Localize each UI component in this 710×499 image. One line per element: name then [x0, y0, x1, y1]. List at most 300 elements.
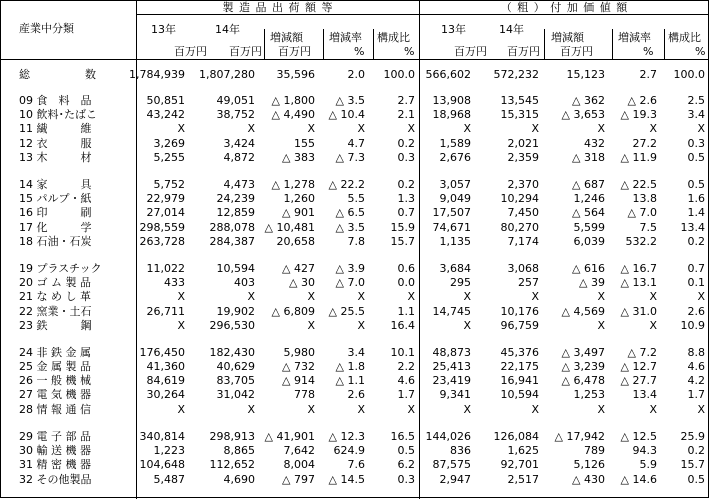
table-cell: 43,242 [146, 108, 185, 121]
row-label: 30 輸 送 機 器 [19, 444, 91, 457]
row-label: 29 電 子 部 品 [19, 430, 91, 443]
table-cell: 0.5 [687, 178, 705, 191]
row-label: 13 木 材 [19, 151, 92, 164]
table-cell: △ 362 [572, 94, 605, 107]
table-cell: 1.7 [397, 388, 415, 401]
table-cell: 7.6 [347, 458, 365, 471]
table-cell: 284,387 [209, 235, 255, 248]
table-cell: 0.5 [687, 473, 705, 486]
table-cell: △ 3,497 [561, 346, 605, 359]
table-cell: △ 732 [282, 360, 315, 373]
table-cell: 9,341 [439, 388, 471, 401]
table-cell: 25,413 [432, 360, 471, 373]
table-cell: 0.3 [397, 473, 415, 486]
table-cell: X [697, 122, 705, 135]
row-label: 09 食 料 品 [19, 94, 92, 107]
table-cell: 49,051 [216, 94, 255, 107]
table-cell: 23,419 [432, 374, 471, 387]
year13-header: 13年 [441, 23, 466, 36]
percent-label: % [643, 45, 654, 58]
row-label: 25 金 属 製 品 [19, 360, 91, 373]
table-cell: 155 [294, 137, 315, 150]
column-divider [419, 1, 420, 499]
table-cell: 17,507 [432, 206, 471, 219]
table-cell: 30,264 [146, 388, 185, 401]
table-cell: △ 27.7 [620, 374, 657, 387]
table-cell: 432 [584, 137, 605, 150]
table-cell: 10,594 [216, 262, 255, 275]
table-cell: 295 [450, 276, 471, 289]
table-cell: 7,642 [283, 444, 315, 457]
table-cell: X [649, 403, 657, 416]
table-cell: X [697, 290, 705, 303]
table-cell: 3.4 [687, 108, 705, 121]
table-cell: △ 3.9 [335, 262, 365, 275]
table-cell: 257 [518, 276, 539, 289]
table-cell: 0.0 [397, 276, 415, 289]
table-cell: △ 7.0 [627, 206, 657, 219]
table-cell: X [307, 122, 315, 135]
table-cell: 27,014 [146, 206, 185, 219]
table-cell: △ 39 [579, 276, 605, 289]
table-cell: 25.9 [680, 430, 705, 443]
table-cell: X [463, 403, 471, 416]
table-cell: △ 430 [572, 473, 605, 486]
year14-header: 14年 [499, 23, 524, 36]
unit-label: 百万円 [454, 45, 487, 58]
table-cell: 0.3 [687, 137, 705, 150]
table-cell: 16,941 [500, 374, 539, 387]
table-cell: 92,701 [500, 458, 539, 471]
table-cell: 2.5 [687, 94, 705, 107]
table-cell: X [247, 290, 255, 303]
table-cell: 2.1 [397, 108, 415, 121]
table-cell: 15,315 [500, 108, 539, 121]
table-cell: X [357, 122, 365, 135]
table-cell: 5.9 [639, 458, 657, 471]
percent-label: % [695, 45, 706, 58]
table-cell: 31,042 [216, 388, 255, 401]
table-cell: 5,752 [153, 178, 185, 191]
table-cell: △ 13.1 [620, 276, 657, 289]
table-cell: △ 318 [572, 151, 605, 164]
row-label: 16 印 刷 [19, 206, 92, 219]
table-cell: 41,360 [146, 360, 185, 373]
table-cell: △ 564 [572, 206, 605, 219]
table-cell: 15.7 [390, 235, 415, 248]
table-cell: X [177, 403, 185, 416]
table-cell: 0.2 [397, 137, 415, 150]
table-cell: 182,430 [209, 346, 255, 359]
table-cell: X [307, 403, 315, 416]
row-label: 26 一 般 機 械 [19, 374, 91, 387]
row-label: 10 飲料･たばこ [19, 108, 97, 121]
table-cell: 176,450 [139, 346, 185, 359]
table-cell: 0.2 [687, 444, 705, 457]
table-cell: △ 2.6 [627, 94, 657, 107]
table-cell: 45,376 [500, 346, 539, 359]
table-cell: 2.6 [687, 305, 705, 318]
rate-header: 増減率 [618, 31, 651, 44]
table-cell: 572,232 [493, 68, 539, 81]
table-cell: X [597, 290, 605, 303]
table-cell: 4,473 [223, 178, 255, 191]
table-cell: 1.7 [687, 388, 705, 401]
table-cell: 1,135 [439, 235, 471, 248]
table-cell: △ 3.5 [335, 94, 365, 107]
table-cell: 104,648 [139, 458, 185, 471]
row-label: 総 数 [19, 68, 96, 81]
table-cell: △ 427 [282, 262, 315, 275]
table-cell: 11,022 [146, 262, 185, 275]
table-cell: 84,619 [146, 374, 185, 387]
table-cell: 566,602 [425, 68, 471, 81]
table-cell: 1,589 [439, 137, 471, 150]
table-cell: 8.8 [687, 346, 705, 359]
table-cell: 83,705 [216, 374, 255, 387]
table-cell: △ 616 [572, 262, 605, 275]
table-cell: 5,487 [153, 473, 185, 486]
unit-label: 百万円 [174, 45, 207, 58]
table-cell: X [357, 290, 365, 303]
table-cell: 5,599 [573, 221, 605, 234]
table-cell: △ 41,901 [264, 430, 315, 443]
table-cell: 0.5 [687, 151, 705, 164]
table-cell: 288,078 [209, 221, 255, 234]
table-cell: X [177, 290, 185, 303]
unit-label: 百万円 [560, 45, 593, 58]
table-cell: X [407, 122, 415, 135]
table-cell: 3,269 [153, 137, 185, 150]
table-cell: X [177, 319, 185, 332]
table-cell: 263,728 [139, 235, 185, 248]
table-cell: 298,559 [139, 221, 185, 234]
table-cell: △ 10,481 [264, 221, 315, 234]
table-cell: △ 12.5 [620, 430, 657, 443]
table-cell: 2,947 [439, 473, 471, 486]
table-cell: 80,270 [500, 221, 539, 234]
table-cell: X [531, 122, 539, 135]
table-cell: △ 6,809 [271, 305, 315, 318]
table-cell: 15.7 [680, 458, 705, 471]
table-cell: △ 14.6 [620, 473, 657, 486]
table-cell: X [649, 319, 657, 332]
table-cell: 100.0 [383, 68, 415, 81]
diff-header: 増減額 [551, 31, 584, 44]
table-cell: 403 [234, 276, 255, 289]
table-cell: X [597, 403, 605, 416]
table-cell: X [407, 403, 415, 416]
table-cell: X [177, 122, 185, 135]
table-cell: X [597, 122, 605, 135]
table-cell: 1,625 [507, 444, 539, 457]
table-cell: △ 11.9 [620, 151, 657, 164]
table-cell: 1.1 [397, 305, 415, 318]
table-cell: 7,450 [507, 206, 539, 219]
table-cell: 4.6 [687, 360, 705, 373]
table-cell: 15,123 [566, 68, 605, 81]
table-cell: 2,676 [439, 151, 471, 164]
table-cell: △ 901 [282, 206, 315, 219]
table-cell: 1.3 [397, 192, 415, 205]
table-cell: 13.8 [632, 192, 657, 205]
table-cell: 18,968 [432, 108, 471, 121]
shipment-group-header: 製 造 品 出 荷 額 等 [222, 1, 334, 14]
table-cell: 2,359 [507, 151, 539, 164]
table-cell: 1,784,939 [129, 68, 185, 81]
table-cell: 10.1 [390, 346, 415, 359]
table-cell: 13.4 [680, 221, 705, 234]
table-cell: 8,004 [283, 458, 315, 471]
table-cell: 13,908 [432, 94, 471, 107]
row-label: 31 精 密 機 器 [19, 458, 91, 471]
table-cell: 2.0 [347, 68, 365, 81]
table-cell: 2.6 [347, 388, 365, 401]
table-cell: △ 7.3 [335, 151, 365, 164]
table-cell: X [307, 290, 315, 303]
table-cell: 3,068 [507, 262, 539, 275]
column-divider [323, 29, 324, 59]
row-label: 12 衣 服 [19, 137, 92, 150]
table-cell: X [597, 319, 605, 332]
table-cell: △ 30 [289, 276, 315, 289]
percent-label: % [404, 45, 415, 58]
row-label: 11 繊 維 [19, 122, 92, 135]
percent-label: % [354, 45, 365, 58]
table-cell: 144,026 [425, 430, 471, 443]
table-cell: 16.5 [390, 430, 415, 443]
table-cell: 22,979 [146, 192, 185, 205]
table-cell: 4,872 [223, 151, 255, 164]
table-cell: 0.5 [397, 444, 415, 457]
share-header: 構成比 [668, 31, 701, 44]
table-cell: △ 25.5 [328, 305, 365, 318]
table-cell: 3,684 [439, 262, 471, 275]
row-label: 24 非 鉄 金 属 [19, 346, 91, 359]
table-cell: △ 3.5 [335, 221, 365, 234]
table-cell: △ 22.5 [620, 178, 657, 191]
unit-label: 百万円 [229, 45, 262, 58]
table-cell: △ 16.7 [620, 262, 657, 275]
table-cell: 19,902 [216, 305, 255, 318]
unit-label: 百万円 [278, 45, 311, 58]
table-cell: 24,239 [216, 192, 255, 205]
table-cell: 298,913 [209, 430, 255, 443]
row-label: 28 情 報 通 信 [19, 403, 91, 416]
table-cell: 4.7 [347, 137, 365, 150]
table-cell: 15.9 [390, 221, 415, 234]
table-cell: 2.7 [397, 94, 415, 107]
table-cell: △ 1,800 [271, 94, 315, 107]
table-cell: 5,255 [153, 151, 185, 164]
share-header: 構成比 [377, 31, 410, 44]
table-cell: 10,594 [500, 388, 539, 401]
table-cell: 0.2 [687, 235, 705, 248]
table-cell: X [247, 122, 255, 135]
table-cell: △ 687 [572, 178, 605, 191]
table-cell: 2,370 [507, 178, 539, 191]
table-cell: X [463, 290, 471, 303]
table-cell: 9,049 [439, 192, 471, 205]
table-cell: 2.7 [639, 68, 657, 81]
table-cell: △ 19.3 [620, 108, 657, 121]
table-cell: 35,596 [276, 68, 315, 81]
table-cell: △ 1.1 [335, 374, 365, 387]
table-cell: 40,629 [216, 360, 255, 373]
table-cell: 10,294 [500, 192, 539, 205]
table-cell: X [531, 403, 539, 416]
table-cell: 1.4 [687, 206, 705, 219]
table-cell: 20,658 [276, 235, 315, 248]
table-cell: △ 14.5 [328, 473, 365, 486]
value-added-group-header: （ 粗 ） 付 加 価 値 額 [500, 1, 629, 14]
table-cell: △ 3,239 [561, 360, 605, 373]
table-cell: △ 1,278 [271, 178, 315, 191]
table-cell: 4,690 [223, 473, 255, 486]
table-cell: △ 7.0 [335, 276, 365, 289]
table-cell: 10.9 [680, 319, 705, 332]
row-label: 18 石油・石炭 [19, 235, 92, 248]
table-cell: △ 383 [282, 151, 315, 164]
table-cell: △ 31.0 [620, 305, 657, 318]
table-cell: 2,021 [507, 137, 539, 150]
table-cell: 5.5 [347, 192, 365, 205]
table-cell: 340,814 [139, 430, 185, 443]
table-cell: X [697, 403, 705, 416]
column-divider [264, 29, 265, 59]
table-cell: 1.6 [687, 192, 705, 205]
table-cell: △ 6,478 [561, 374, 605, 387]
table-cell: △ 6.5 [335, 206, 365, 219]
table-cell: △ 3,653 [561, 108, 605, 121]
unit-label: 百万円 [507, 45, 540, 58]
table-cell: 624.9 [333, 444, 365, 457]
table-cell: △ 797 [282, 473, 315, 486]
rate-header: 増減率 [329, 31, 362, 44]
table-cell: 38,752 [216, 108, 255, 121]
table-cell: X [463, 319, 471, 332]
table-cell: 4.2 [687, 374, 705, 387]
table-cell: 1,223 [153, 444, 185, 457]
table-cell: 0.7 [687, 262, 705, 275]
diff-header: 増減額 [270, 31, 303, 44]
column-divider [612, 29, 613, 59]
row-label: 23 鉄 鋼 [19, 319, 92, 332]
column-divider [664, 29, 665, 59]
table-cell: 13,545 [500, 94, 539, 107]
table-cell: 50,851 [146, 94, 185, 107]
table-cell: △ 10.4 [328, 108, 365, 121]
table-cell: 1,253 [573, 388, 605, 401]
row-label: 22 窯業・土石 [19, 305, 92, 318]
table-cell: 94.3 [632, 444, 657, 457]
table-cell: 74,671 [432, 221, 471, 234]
row-label: 17 化 学 [19, 221, 92, 234]
table-cell: △ 17,942 [554, 430, 605, 443]
table-cell: 7,174 [507, 235, 539, 248]
table-cell: 3,057 [439, 178, 471, 191]
row-label: 15 パルプ・紙 [19, 192, 92, 205]
table-cell: 296,530 [209, 319, 255, 332]
row-label: 27 電 気 機 器 [19, 388, 91, 401]
table-cell: X [649, 290, 657, 303]
table-cell: 778 [294, 388, 315, 401]
table-cell: △ 22.2 [328, 178, 365, 191]
table-cell: 0.7 [397, 206, 415, 219]
table-cell: 1,260 [283, 192, 315, 205]
table-cell: 48,873 [432, 346, 471, 359]
table-cell: 112,652 [209, 458, 255, 471]
table-cell: X [307, 319, 315, 332]
table-cell: 14,745 [432, 305, 471, 318]
table-cell: X [357, 403, 365, 416]
table-cell: 96,759 [500, 319, 539, 332]
table-cell: 836 [450, 444, 471, 457]
table-cell: 0.1 [687, 276, 705, 289]
table-cell: X [247, 403, 255, 416]
row-label: 32 その他製品 [19, 473, 92, 486]
table-cell: 5,980 [283, 346, 315, 359]
table-cell: 5,126 [573, 458, 605, 471]
table-cell: 4.6 [397, 374, 415, 387]
table-cell: 100.0 [673, 68, 705, 81]
table-cell: 1,246 [573, 192, 605, 205]
table-cell: 3,424 [223, 137, 255, 150]
table-cell: △ 12.7 [620, 360, 657, 373]
row-label: 19 プラスチック [19, 262, 102, 275]
table-cell: 12,859 [216, 206, 255, 219]
table-cell: 8,865 [223, 444, 255, 457]
table-cell: 27.2 [632, 137, 657, 150]
table-cell: 789 [584, 444, 605, 457]
table-cell: △ 4,569 [561, 305, 605, 318]
table-cell: 10,176 [500, 305, 539, 318]
table-cell: △ 12.3 [328, 430, 365, 443]
table-cell: 6.2 [397, 458, 415, 471]
table-cell: 0.6 [397, 262, 415, 275]
table-cell: 0.2 [397, 178, 415, 191]
column-divider [544, 29, 545, 59]
column-divider [373, 29, 374, 59]
row-label: 14 家 具 [19, 178, 92, 191]
table-cell: △ 914 [282, 374, 315, 387]
table-cell: 532.2 [625, 235, 657, 248]
year14-header: 14年 [215, 23, 240, 36]
table-cell: 22,175 [500, 360, 539, 373]
table-cell: 126,084 [493, 430, 539, 443]
row-label: 20 ゴ ム 製 品 [19, 276, 91, 289]
table-cell: X [531, 290, 539, 303]
table-cell: 26,711 [146, 305, 185, 318]
table-cell: 0.3 [397, 151, 415, 164]
table-cell: X [463, 122, 471, 135]
table-cell: 433 [164, 276, 185, 289]
table-cell: 7.8 [347, 235, 365, 248]
table-cell: 16.4 [390, 319, 415, 332]
table-cell: △ 4,490 [271, 108, 315, 121]
row-label: 21 な め し 革 [19, 290, 91, 303]
table-cell: X [407, 290, 415, 303]
table-cell: 13.4 [632, 388, 657, 401]
table-cell: 3.4 [347, 346, 365, 359]
table-cell: △ 1.8 [335, 360, 365, 373]
table-cell: △ 7.2 [627, 346, 657, 359]
table-cell: 2.2 [397, 360, 415, 373]
year13-header: 13年 [151, 23, 176, 36]
table-cell: 7.5 [639, 221, 657, 234]
table-cell: X [649, 122, 657, 135]
corner-header: 産業中分類 [19, 22, 74, 35]
